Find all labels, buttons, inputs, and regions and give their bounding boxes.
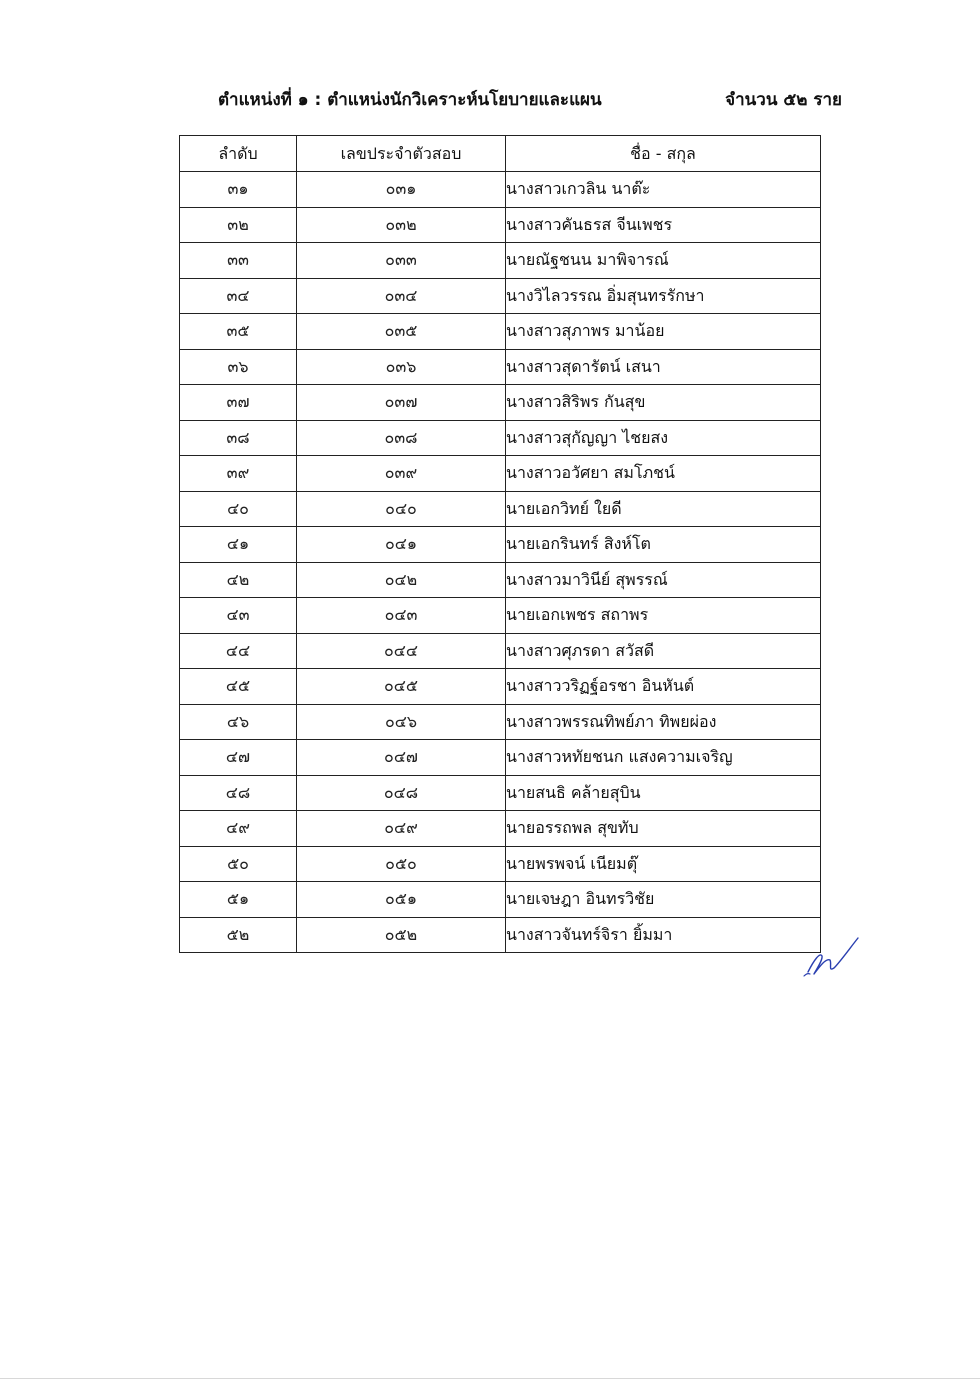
table-row — [180, 846, 821, 882]
applicant-count: จำนวน ๕๒ ราย — [725, 90, 842, 110]
order-cell: ๓๒ — [180, 207, 297, 243]
order-cell: ๔๓ — [180, 598, 297, 634]
table-row — [180, 278, 821, 314]
table-row — [180, 243, 821, 279]
position-title: ตำแหน่งที่ ๑ : ตำแหน่งนักวิเคราะห์นโยบายและแผน — [218, 90, 602, 110]
exam-id-cell: ๐๔๖ — [297, 704, 506, 740]
exam-id-cell: ๐๔๒ — [297, 562, 506, 598]
table-row — [180, 740, 821, 776]
order-cell: ๕๑ — [180, 882, 297, 918]
order-cell: ๕๒ — [180, 917, 297, 953]
exam-id-cell: ๐๕๒ — [297, 917, 506, 953]
order-cell: ๓๑ — [180, 172, 297, 208]
order-cell: ๔๗ — [180, 740, 297, 776]
name-cell: นางสาวสุภาพร มาน้อย — [506, 314, 821, 350]
table-row — [180, 882, 821, 918]
name-cell: นางสาวคันธรส จีนเพชร — [506, 207, 821, 243]
name-cell: นายเอกวิทย์ ใยดี — [506, 491, 821, 527]
table-row — [180, 669, 821, 705]
name-cell: นางสาวสุดารัตน์ เสนา — [506, 349, 821, 385]
order-cell: ๕๐ — [180, 846, 297, 882]
order-cell: ๔๘ — [180, 775, 297, 811]
exam-id-cell: ๐๓๗ — [297, 385, 506, 421]
table-row — [180, 775, 821, 811]
exam-id-cell: ๐๔๔ — [297, 633, 506, 669]
name-cell: นางสาวเกวลิน นาต๊ะ — [506, 172, 821, 208]
exam-id-cell: ๐๓๕ — [297, 314, 506, 350]
order-cell: ๔๙ — [180, 811, 297, 847]
table-row — [180, 527, 821, 563]
order-cell: ๔๔ — [180, 633, 297, 669]
signature-stroke — [808, 938, 858, 974]
table-row — [180, 491, 821, 527]
name-cell: นายพรพจน์ เนียมตุ๊ — [506, 846, 821, 882]
table-row — [180, 349, 821, 385]
name-cell: นายเอกเพชร สถาพร — [506, 598, 821, 634]
name-cell: นางสาวหทัยชนก แสงความเจริญ — [506, 740, 821, 776]
table-row — [180, 314, 821, 350]
exam-id-cell: ๐๓๔ — [297, 278, 506, 314]
name-cell: นายเอกรินทร์ สิงห์โต — [506, 527, 821, 563]
order-cell: ๔๒ — [180, 562, 297, 598]
table-row — [180, 917, 821, 953]
name-cell: นายสนธิ คล้ายสุบิน — [506, 775, 821, 811]
exam-id-cell: ๐๔๘ — [297, 775, 506, 811]
order-cell: ๓๘ — [180, 420, 297, 456]
table-row — [180, 562, 821, 598]
candidate-table — [179, 135, 821, 953]
table-row — [180, 633, 821, 669]
exam-id-cell: ๐๔๐ — [297, 491, 506, 527]
table-row — [180, 704, 821, 740]
name-cell: นายณัฐชนน มาพิจารณ์ — [506, 243, 821, 279]
table-row — [180, 456, 821, 492]
name-cell: นางสาวอวัศยา สมโภชน์ — [506, 456, 821, 492]
name-cell: นางสาวมาวินีย์ สุพรรณ์ — [506, 562, 821, 598]
table-row — [180, 172, 821, 208]
name-cell: นางวิไลวรรณ อิ่มสุนทรรักษา — [506, 278, 821, 314]
table-row — [180, 207, 821, 243]
table-row — [180, 385, 821, 421]
table-header-row — [180, 136, 821, 172]
column-header-order: ลำดับ — [180, 136, 297, 172]
order-cell: ๓๗ — [180, 385, 297, 421]
exam-id-cell: ๐๓๒ — [297, 207, 506, 243]
scan-edge-line — [0, 1378, 980, 1379]
exam-id-cell: ๐๓๙ — [297, 456, 506, 492]
name-cell: นางสาวจันทร์จิรา ยิ้มมา — [506, 917, 821, 953]
table-row — [180, 811, 821, 847]
table-row — [180, 598, 821, 634]
exam-id-cell: ๐๓๖ — [297, 349, 506, 385]
exam-id-cell: ๐๓๘ — [297, 420, 506, 456]
order-cell: ๔๐ — [180, 491, 297, 527]
order-cell: ๔๑ — [180, 527, 297, 563]
exam-id-cell: ๐๔๗ — [297, 740, 506, 776]
order-cell: ๓๓ — [180, 243, 297, 279]
name-cell: นายอรรถพล สุขทับ — [506, 811, 821, 847]
exam-id-cell: ๐๓๑ — [297, 172, 506, 208]
name-cell: นางสาวสิริพร กันสุข — [506, 385, 821, 421]
page-header — [0, 86, 980, 118]
name-cell: นางสาวสุกัญญา ไชยสง — [506, 420, 821, 456]
name-cell: นางสาวพรรณทิพย์ภา ทิพยผ่อง — [506, 704, 821, 740]
order-cell: ๓๕ — [180, 314, 297, 350]
order-cell: ๓๖ — [180, 349, 297, 385]
order-cell: ๔๖ — [180, 704, 297, 740]
name-cell: นางสาวศุภรดา สวัสดี — [506, 633, 821, 669]
exam-id-cell: ๐๔๑ — [297, 527, 506, 563]
exam-id-cell: ๐๕๐ — [297, 846, 506, 882]
order-cell: ๓๔ — [180, 278, 297, 314]
exam-id-cell: ๐๕๑ — [297, 882, 506, 918]
signature-tail — [804, 974, 810, 976]
exam-id-cell: ๐๔๓ — [297, 598, 506, 634]
column-header-name: ชื่อ - สกุล — [506, 136, 821, 172]
exam-id-cell: ๐๓๓ — [297, 243, 506, 279]
exam-id-cell: ๐๔๕ — [297, 669, 506, 705]
table-row — [180, 420, 821, 456]
exam-id-cell: ๐๔๙ — [297, 811, 506, 847]
name-cell: นางสาววริฏฐ์อรชา อินหันต์ — [506, 669, 821, 705]
name-cell: นายเจษฎา อินทรวิชัย — [506, 882, 821, 918]
column-header-exam-id: เลขประจำตัวสอบ — [297, 136, 506, 172]
order-cell: ๔๕ — [180, 669, 297, 705]
signature — [800, 930, 864, 980]
order-cell: ๓๙ — [180, 456, 297, 492]
